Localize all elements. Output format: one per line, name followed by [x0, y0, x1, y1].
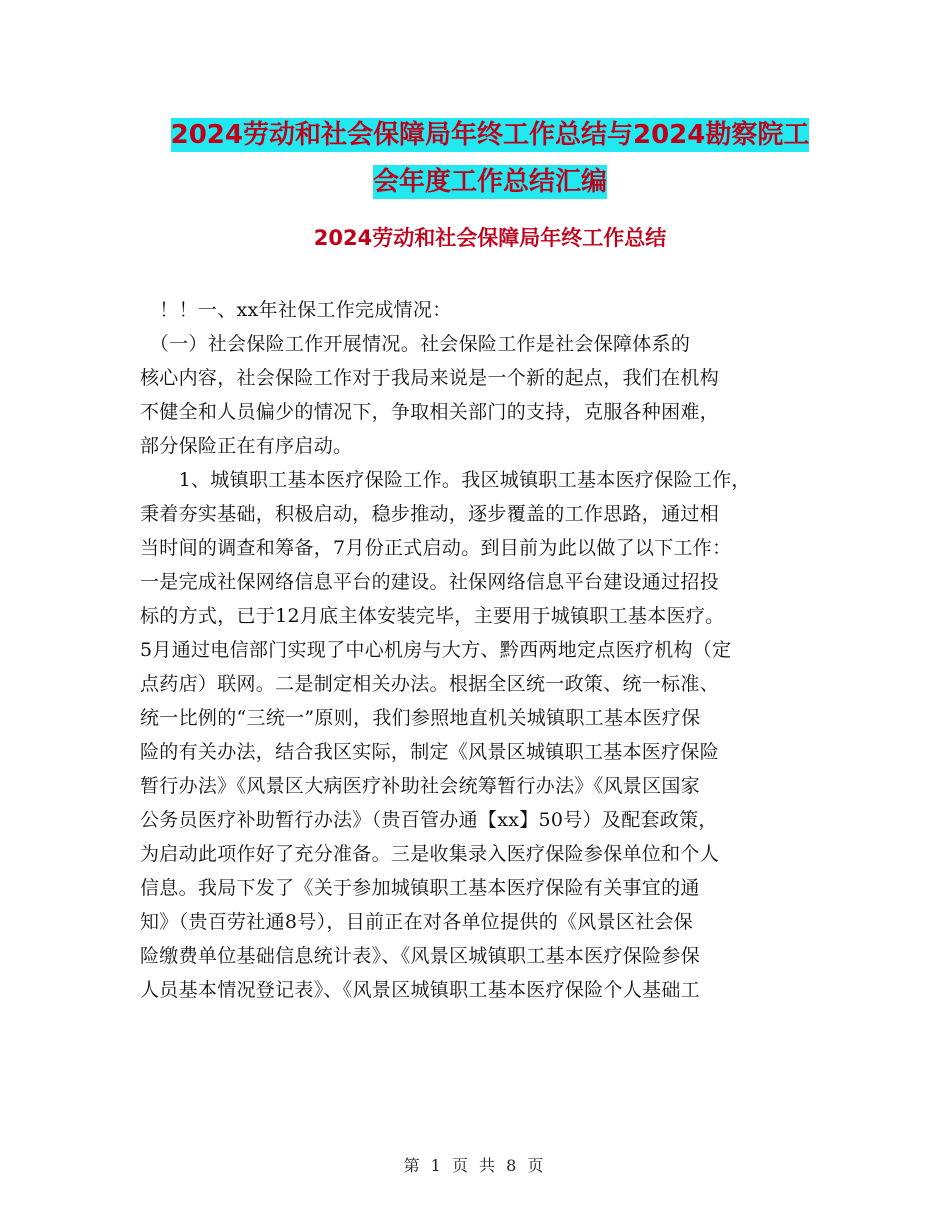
text-line: 标的方式，已于12月底主体安装完毕，主要用于城镇职工基本医疗。 [140, 605, 725, 627]
text-line: 核心内容，社会保险工作对于我局来说是一个新的起点，我们在机构 [140, 367, 720, 389]
text-line: 险的有关办法，结合我区实际，制定《风景区城镇职工基本医疗保险 [140, 741, 720, 763]
text-line: 点药店）联网。二是制定相关办法。根据全区统一政策、统一标准、 [140, 673, 720, 695]
text-line: 统一比例的“三统一”原则，我们参照地直机关城镇职工基本医疗保 [140, 707, 701, 729]
document-main-title [140, 112, 840, 206]
text-line: 1、城镇职工基本医疗保险工作。我区城镇职工基本医疗保险工作， [140, 469, 751, 491]
text-line: 一是完成社保网络信息平台的建设。社保网络信息平台建设通过招投 [140, 571, 720, 593]
text-line: 5月通过电信部门实现了中心机房与大方、黔西两地定点医疗机构（定 [140, 639, 732, 661]
main-title-line-2: 会年度工作总结汇编 [372, 167, 607, 197]
body-text [140, 293, 820, 1007]
main-title-line-1: 2024劳动和社会保障局年终工作总结与2024勘察院工 [170, 120, 810, 150]
text-line: （一）社会保险工作开展情况。社会保险工作是社会保障体系的 [140, 333, 691, 355]
text-line: 暂行办法》《风景区大病医疗补助社会统筹暂行办法》《风景区国家 [140, 775, 701, 797]
page-footer: 第 1 页 共 8 页 [403, 1156, 547, 1175]
text-line: 不健全和人员偏少的情况下，争取相关部门的支持，克服各种困难， [140, 401, 720, 423]
text-line: 险缴费单位基础信息统计表》、《风景区城镇职工基本医疗保险参保 [140, 945, 701, 967]
text-line: 公务员医疗补助暂行办法》（贵百管办通【xx】50号）及配套政策， [140, 809, 718, 831]
text-line: 信息。我局下发了《关于参加城镇职工基本医疗保险有关事宜的通 [140, 877, 700, 899]
section-title: 2024劳动和社会保障局年终工作总结 [313, 226, 667, 250]
text-line: ！！一、xx年社保工作完成情况： [140, 299, 452, 321]
text-line: 知》（贵百劳社通8号），目前正在对各单位提供的《风景区社会保 [140, 911, 694, 933]
text-line: 部分保险正在有序启动。 [140, 435, 353, 457]
text-line: 秉着夯实基础，积极启动，稳步推动，逐步覆盖的工作思路，通过相 [140, 503, 720, 525]
text-line: 当时间的调查和筹备，7月份正式启动。到目前为此以做了以下工作： [140, 537, 732, 559]
text-line: 人员基本情况登记表》、《风景区城镇职工基本医疗保险个人基础工 [140, 979, 701, 1001]
text-line: 为启动此项作好了充分准备。三是收集录入医疗保险参保单位和个人 [140, 843, 720, 865]
